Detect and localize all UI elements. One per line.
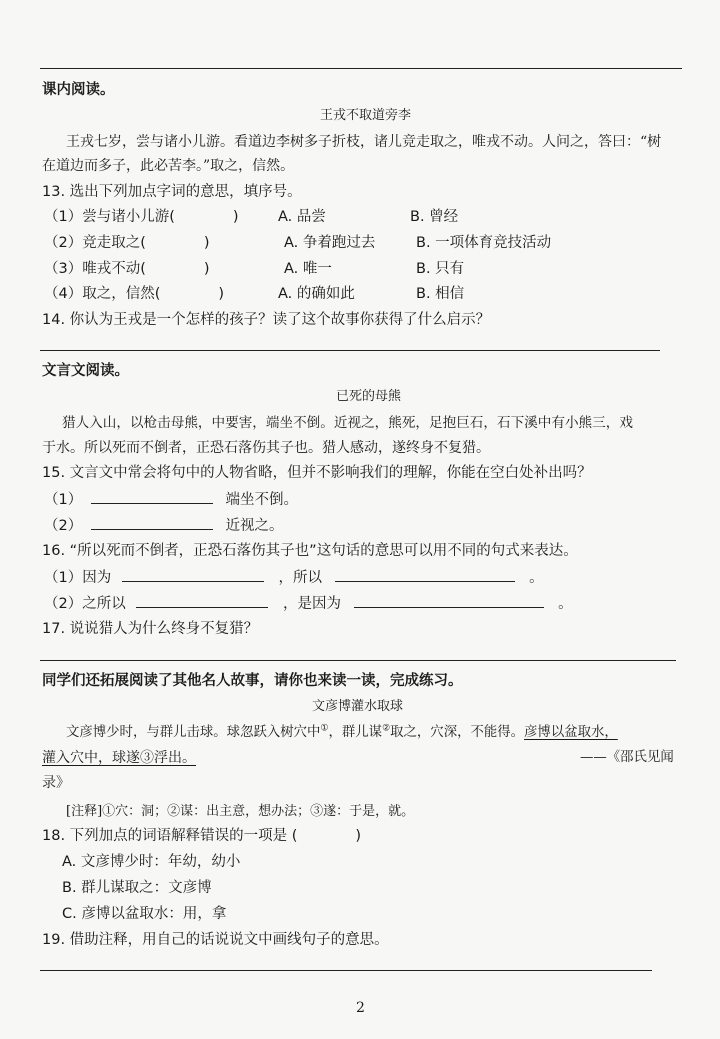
- question-17: 17. 说说猎人为什么终身不复猎？: [42, 621, 259, 637]
- underlined-sentence-part2: 灌入穴中，球遂③浮出。: [42, 750, 196, 766]
- question-15: 15. 文言文中常会将句中的人物省略，但并不影响我们的理解，你能在空白处补出吗？: [42, 465, 592, 481]
- q15-item-2-label: （2）: [44, 518, 83, 534]
- q13-option-1b: B. 曾经: [410, 209, 459, 225]
- section1-title: 王戎不取道旁李: [320, 108, 412, 123]
- q16-item-2-end: 。: [558, 596, 573, 612]
- footnote-marker-1: ①: [320, 723, 329, 734]
- q13-item-4: （4）取之，信然( ): [44, 286, 225, 302]
- q13-option-3b: B. 只有: [416, 261, 465, 277]
- divider-3: [40, 660, 676, 661]
- q16-item-2-mid: ，是因为: [282, 596, 341, 612]
- q16-item-2: [44, 593, 573, 614]
- q16-blank-1a[interactable]: [122, 567, 264, 582]
- section3-passage-line1: [66, 723, 618, 743]
- q18-option-b: B. 群儿谋取之：文彦博: [62, 880, 212, 896]
- q13-option-1a: A. 品尝: [278, 209, 326, 225]
- q16-blank-2a[interactable]: [136, 593, 268, 608]
- q16-item-1: [44, 567, 544, 588]
- q15-blank-1[interactable]: [91, 489, 213, 504]
- q13-option-4a: A. 的确如此: [278, 286, 355, 302]
- q13-option-3a: A. 唯一: [284, 261, 332, 277]
- q18-option-a: A. 文彦博少时：年幼，幼小: [62, 854, 241, 870]
- q16-item-1-mid: ，所以: [278, 570, 322, 586]
- q15-item-2: [44, 515, 283, 536]
- page-number: 2: [356, 1000, 365, 1016]
- divider-2: [40, 350, 660, 351]
- section3-passage-text-b: ，群儿谋: [328, 725, 383, 740]
- q16-blank-2b[interactable]: [354, 593, 544, 608]
- q15-item-1-label: （1）: [44, 492, 83, 508]
- question-19: 19. 借助注释，用自己的话说说文中画线句子的意思。: [42, 932, 389, 948]
- question-14: 14. 你认为王戎是一个怎样的孩子？读了这个故事你获得了什么启示？: [42, 312, 491, 328]
- source-citation-a: ——《邵氏见闻: [580, 750, 674, 765]
- question-16: 16. “所以死而不倒者，正恐石落伤其子也”这句话的意思可以用不同的句式来表达。: [42, 543, 578, 559]
- q16-item-2-prefix: （2）之所以: [44, 596, 126, 612]
- q18-option-c: C. 彦博以盆取水：用，拿: [62, 906, 227, 922]
- q16-item-1-end: 。: [529, 570, 544, 586]
- section2-heading: 文言文阅读。: [42, 363, 129, 379]
- q15-item-1: [44, 489, 298, 510]
- q13-item-3: （3）唯戎不动( ): [44, 261, 210, 277]
- section1-passage-line1: 王戎七岁，尝与诸小儿游。看道边李树多子折枝，诸儿竞走取之，唯戎不动。人问之，答曰：“树: [66, 134, 662, 150]
- section1-heading: 课内阅读。: [42, 82, 115, 98]
- annotation-note: [注释]①穴：洞；②谋：出主意，想办法；③遂：于是，就。: [66, 804, 415, 819]
- section2-passage-line2: 于水。所以死而不倒者，正恐石落伤其子也。猎人感动，遂终身不复猎。: [42, 440, 490, 456]
- q13-option-2b: B. 一项体育竞技活动: [416, 235, 552, 251]
- underlined-sentence-part1: 彦博以盆取水，: [524, 725, 618, 740]
- section3-passage-line2: [42, 748, 196, 768]
- footnote-marker-2: ②: [382, 723, 391, 734]
- divider-top: [40, 68, 682, 69]
- section1-passage-line2: 在道边而多子，此必苦李。”取之，信然。: [42, 158, 295, 174]
- question-13: 13. 选出下列加点字词的意思，填序号。: [42, 184, 302, 200]
- section3-passage-text-a: 文彦博少时，与群儿击球。球忽跃入树穴中: [66, 725, 321, 740]
- q13-item-1: （1）尝与诸小儿游( ): [44, 209, 239, 225]
- section2-title: 已死的母熊: [336, 389, 402, 404]
- section3-title: 文彦博灌水取球: [312, 699, 404, 714]
- divider-bottom: [40, 970, 652, 971]
- q13-option-2a: A. 争着跑过去: [284, 235, 376, 251]
- q16-blank-1b[interactable]: [335, 567, 515, 582]
- q15-item-1-text: 端坐不倒。: [225, 492, 298, 508]
- q16-item-1-prefix: （1）因为: [44, 570, 112, 586]
- section3-heading: 同学们还拓展阅读了其他名人故事，请你也来读一读，完成练习。: [42, 673, 463, 689]
- q13-option-4b: B. 相信: [416, 286, 465, 302]
- q15-blank-2[interactable]: [91, 515, 213, 530]
- source-citation-b: 录》: [42, 775, 70, 791]
- q13-item-2: （2）竞走取之( ): [44, 235, 210, 251]
- section3-passage-text-c: 取之，穴深，不能得。: [390, 725, 525, 740]
- section2-passage-line1: 猎人入山，以枪击母熊，中要害，端坐不倒。近视之，熊死，足抱巨石，石下溪中有小熊三，戏: [62, 415, 633, 431]
- question-18: 18. 下列加点的词语解释错误的一项是 ( ): [42, 828, 362, 844]
- q15-item-2-text: 近视之。: [225, 518, 284, 534]
